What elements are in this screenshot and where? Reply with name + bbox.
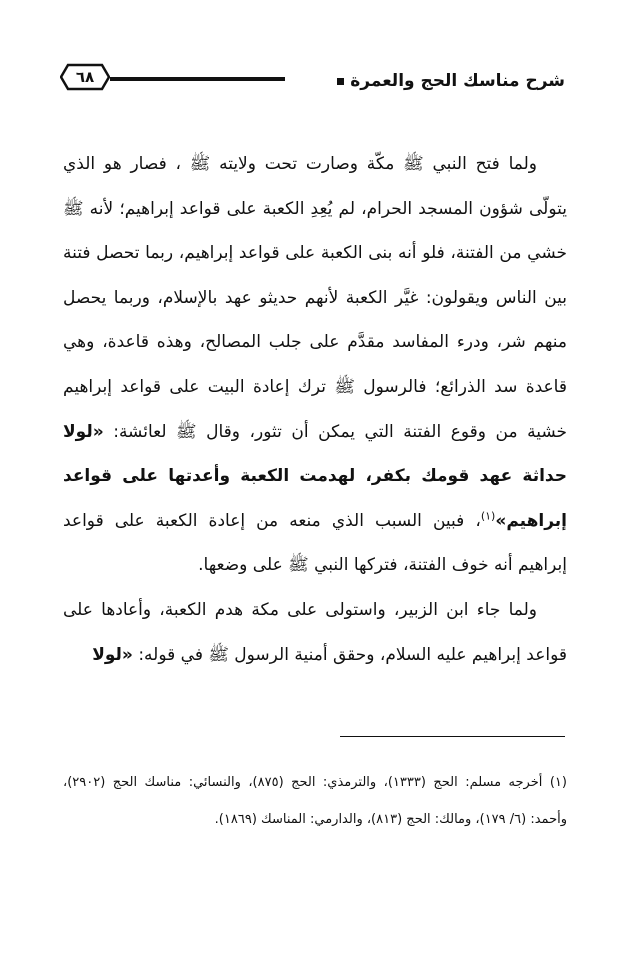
- paragraph: [63, 588, 567, 677]
- footnote-item: (١) أخرجه مسلم: الحج (١٣٣٣)، والترمذي: الحج (٨٧٥)، والنسائي: مناسك الحج (٢٩٠٢)، وأحمد: (٦/ ١٧٩)، ومالك: الحج (٨١٣)، والدارمي: المناسك (١٨٦٩).: [63, 775, 567, 827]
- footnote-separator: [340, 736, 565, 737]
- footnote-marker[interactable]: (١): [480, 509, 496, 523]
- page-number-badge: [60, 62, 110, 92]
- paragraph-text: ولما جاء ابن الزبير، واستولى على مكة هدم الكعبة، وأعادها على قواعد إبراهيم عليه السلام، وحقق أمنية الرسول ﷺ في قوله:: [63, 599, 567, 665]
- header-rule: [110, 77, 285, 81]
- square-bullet-icon: [337, 78, 344, 85]
- hadith-quote: «لولا حداثة عهد قومك بكفر، لهدمت الكعبة وأعدتها على قواعد إبراهيم»: [63, 421, 567, 531]
- running-title-text: شرح مناسك الحج والعمرة: [350, 71, 565, 91]
- main-text: [63, 142, 567, 677]
- paragraph-text: ولما فتح النبي ﷺ مكّة وصارت تحت ولايته ﷺ ، فصار هو الذي يتولّى شؤون المسجد الحرام، لم يُعِدِ الكعبة على قواعد إبراهيم؛ لأنه ﷺ خشي من الفتنة، فلو أنه بنى الكعبة على قواعد إبراهيم، ربما تحصل فتنة بين الناس ويقولون: غيَّر الكعبة لأنهم حديثو عهد بالإسلام، وربما يحصل منهم شر، ودرء المفاسد مقدَّم على جلب المصالح، وهذه قاعدة، وهي قاعدة سد الذرائع؛ فالرسول ﷺ ترك إعادة البيت على قواعد إبراهيم خشية من وقوع الفتنة التي يمكن أن تثور، وقال ﷺ لعائشة:: [63, 154, 567, 442]
- hadith-quote: «لولا: [92, 644, 133, 665]
- running-title: [337, 70, 565, 92]
- page-number: ٦٨: [75, 68, 95, 86]
- page-header: [60, 60, 565, 100]
- paragraph: [63, 142, 567, 588]
- footnotes: [63, 764, 567, 838]
- paragraph-text: ، فبين السبب الذي منعه من إعادة الكعبة على قواعد إبراهيم أنه خوف الفتنة، فتركها النبي ﷺ على وضعها.: [63, 510, 567, 576]
